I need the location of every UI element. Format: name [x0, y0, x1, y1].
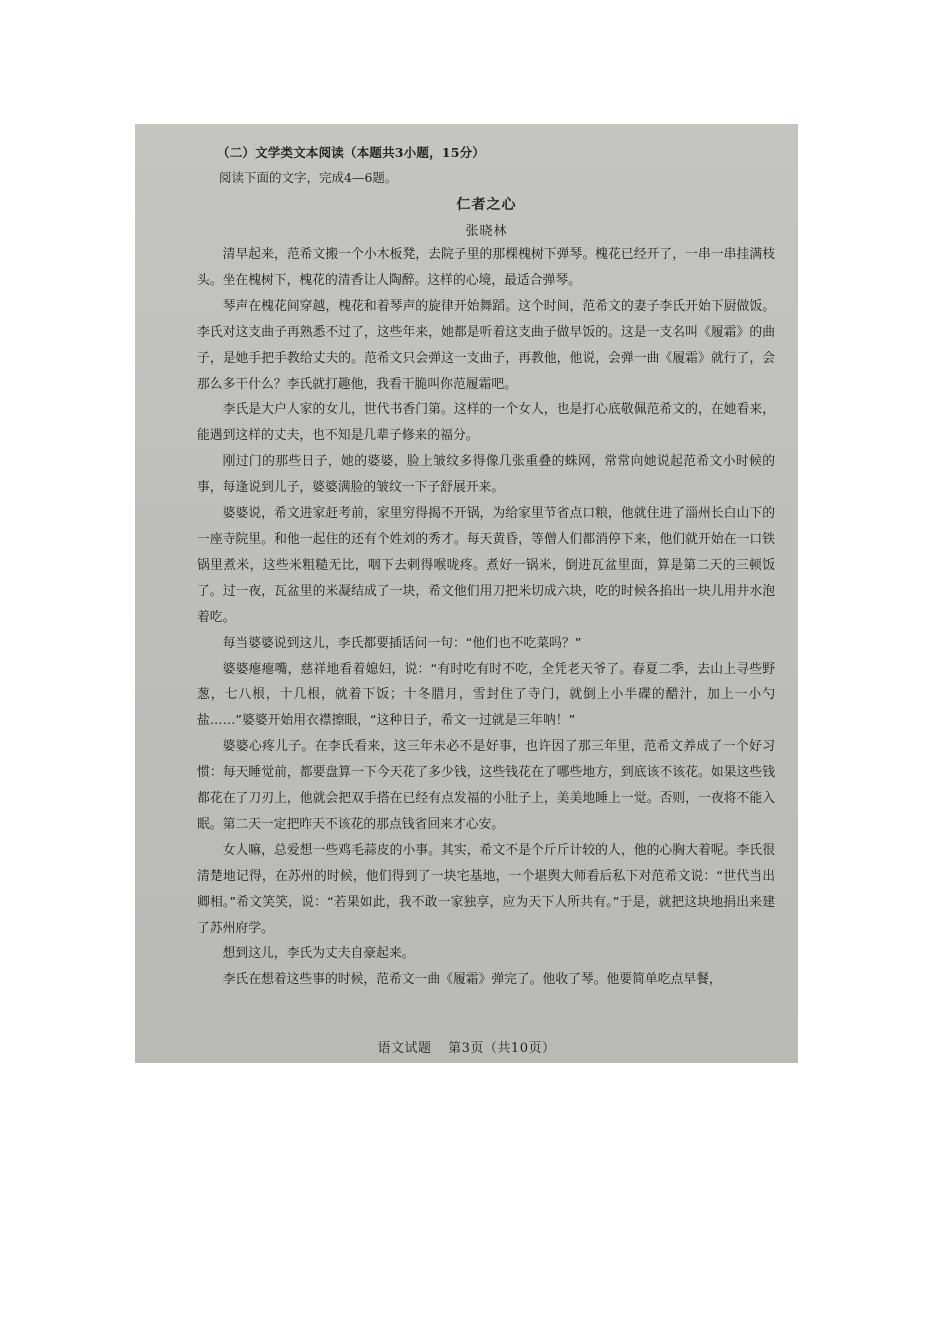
story-paragraph: 李氏在想着这些事的时候，范希文一曲《履霜》弹完了。他收了琴。他要简单吃点早餐， [222, 972, 722, 988]
story-paragraph: 女人嘛，总爱想一些鸡毛蒜皮的小事。其实，希文不是个斤斤计较的人，他的心胸大着呢。李氏很清楚地记得，在苏州的时候，他们得到了一块宅基地，一个堪舆大师看后私下对范希文说：“世代当出卿相。”希文笑笑，说：“若果如此，我不敢一家独享，应为天下人所共有。”于是，就把这块地捐出来建了苏州府学。 [197, 842, 775, 936]
footer-subject: 语文试题 [377, 1041, 432, 1056]
story-paragraph: 琴声在槐花间穿越，槐花和着琴声的旋律开始舞蹈。这个时间，范希文的妻子李氏开始下厨做饭。李氏对这支曲子再熟悉不过了，这些年来，她都是听着这支曲子做早饭的。这是一支名叫《履霜》的曲子，是她手把手教给丈夫的。范希文只会弹这一支曲子，再教他，他说，会弹一曲《履霜》就行了，会那么多干什么？李氏就打趣他，我看干脆叫你范履霜吧。 [197, 298, 775, 392]
story-paragraph: 每当婆婆说到这儿，李氏都要插话问一句：“他们也不吃菜吗？” [222, 635, 582, 651]
exam-page-photo [135, 124, 798, 1063]
footer-page-number: 第3页（共10页） [448, 1041, 556, 1056]
story-paragraph: 清早起来，范希文搬一个小木板凳，去院子里的那棵槐树下弹琴。槐花已经开了，一串一串挂满枝头。坐在槐树下，槐花的清香让人陶醉。这样的心境，最适合弹琴。 [197, 247, 775, 288]
story-paragraph: 婆婆心疼儿子。在李氏看来，这三年未必不是好事，也许因了那三年里，范希文养成了一个好习惯：每天睡觉前，都要盘算一下今天花了多少钱，这些钱花在了哪些地方，到底该不该花。如果这些钱都花在了刀刃上，他就会把双手搭在已经有点发福的小肚子上，美美地睡上一觉。否则，一夜将不能入眠。第二天一定把昨天不该花的那点钱省回来才心安。 [197, 739, 775, 832]
section-header: （二）文学类文本阅读（本题共3小题，15分） [217, 145, 485, 160]
page-footer [135, 1037, 798, 1056]
story-title: 仁者之心 [456, 197, 517, 213]
story-paragraph: 婆婆瘪瘪嘴，慈祥地看着媳妇，说：“有时吃有时不吃，全凭老天爷了。春夏二季，去山上寻些野葱，七八根，十几根，就着下饭；十冬腊月，雪封住了寺门，就倒上小半碟的醋汁，加上一小勺盐……”婆婆开始用衣襟擦眼，“这种日子，希文一过就是三年呐！” [197, 661, 775, 729]
story-author: 张晓林 [465, 224, 508, 239]
story-body [197, 242, 775, 993]
story-paragraph: 李氏是大户人家的女儿，世代书香门第。这样的一个女人，也是打心底敬佩范希文的，在她看来，能遇到这样的丈夫，也不知是几辈子修来的福分。 [197, 402, 775, 444]
reading-instruction: 阅读下面的文字，完成4—6题。 [219, 170, 398, 185]
story-paragraph: 刚过门的那些日子，她的婆婆，脸上皱纹多得像几张重叠的蛛网，常常向她说起范希文小时候的事，每逢说到儿子，婆婆满脸的皱纹一下子舒展开来。 [197, 454, 775, 496]
story-paragraph: 婆婆说，希文进家赶考前，家里穷得揭不开锅，为给家里节省点口粮，他就住进了淄州长白山下的一座寺院里。和他一起住的还有个姓刘的秀才。每天黄昏，等僧人们都消停下来，他们就开始在一口铁锅里煮米，这些米粗糙无比，咽下去剌得喉咙疼。煮好一锅米，倒进瓦盆里面，算是第二天的三顿饭了。过一夜，瓦盆里的米凝结成了一块，希文他们用刀把米切成六块，吃的时候各掐出一块儿用井水泡着吃。 [197, 506, 775, 625]
paper-sheet [135, 124, 798, 1063]
story-paragraph: 想到这儿，李氏为丈夫自豪起来。 [222, 946, 415, 962]
